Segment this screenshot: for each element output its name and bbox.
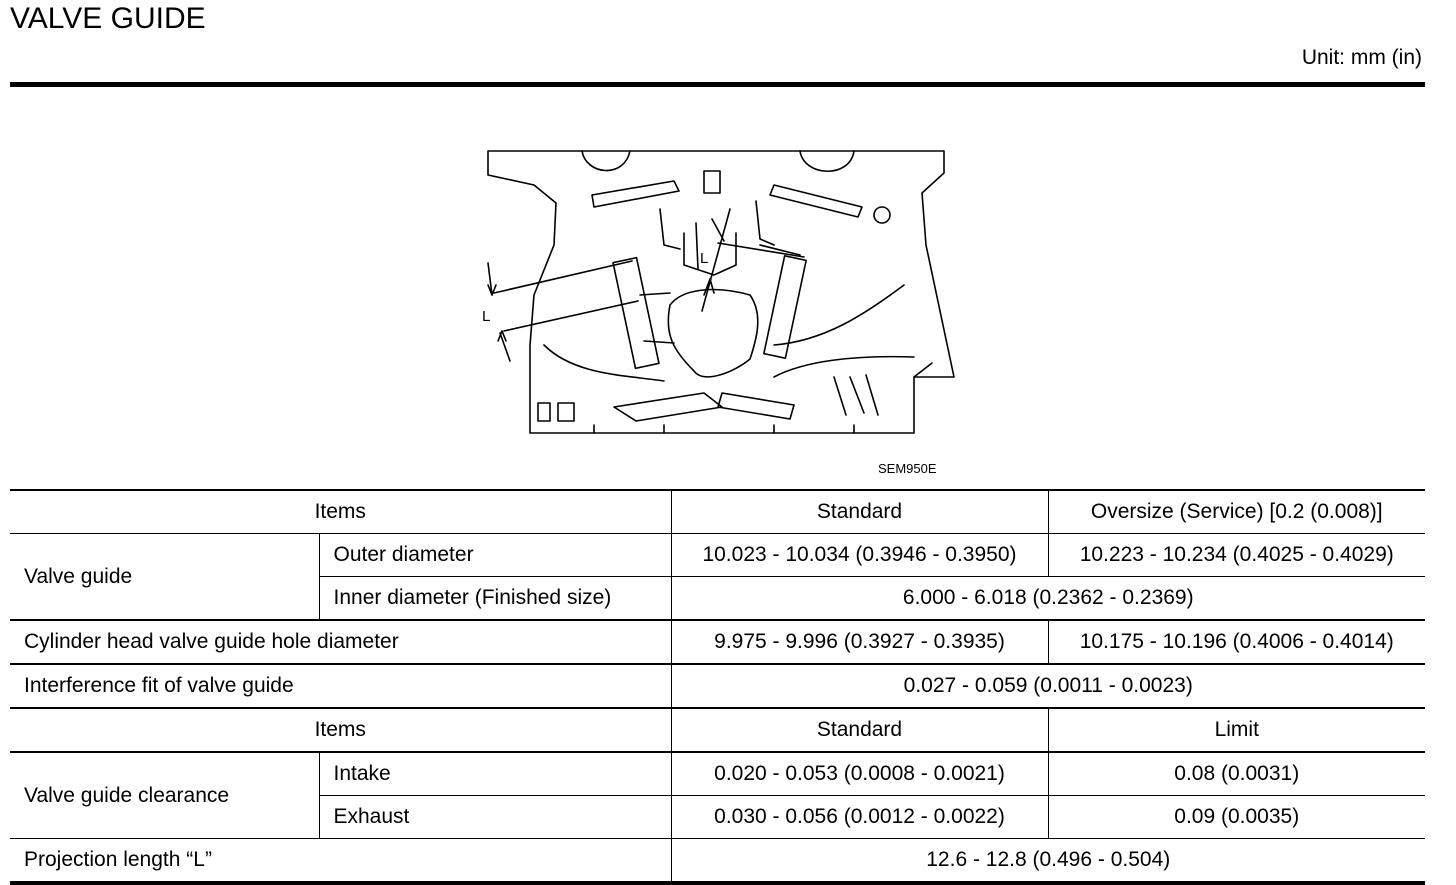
table-header-row (10, 490, 1425, 534)
measure-label-left: L (482, 308, 491, 325)
table-row (10, 664, 1425, 708)
top-port-left (582, 151, 630, 171)
inner-diameter-value: 6.000 - 6.018 (0.2362 - 0.2369) (671, 577, 1425, 621)
header-standard: Standard (671, 708, 1048, 752)
row-label-inner-diameter: Inner diameter (Finished size) (319, 577, 671, 621)
table-row (10, 839, 1425, 884)
row-label-exhaust: Exhaust (319, 796, 671, 839)
projection-length-value: 12.6 - 12.8 (0.496 - 0.504) (671, 839, 1425, 884)
port-passage-right (774, 285, 904, 345)
table-row (10, 752, 1425, 796)
top-port-right (800, 151, 854, 171)
header-items: Items (10, 490, 671, 534)
cylinder-head-outline (488, 151, 954, 433)
exhaust-clearance-limit: 0.09 (0.0035) (1048, 796, 1425, 839)
valve-guide-left (494, 261, 638, 331)
unit-label: Unit: mm (in) (1301, 46, 1422, 69)
exhaust-clearance-standard: 0.030 - 0.056 (0.0012 - 0.0022) (671, 796, 1048, 839)
header-standard: Standard (671, 490, 1048, 534)
valve-seat-right (764, 256, 806, 358)
interference-fit-value: 0.027 - 0.059 (0.0011 - 0.0023) (671, 664, 1425, 708)
table-row (10, 620, 1425, 664)
row-label-hole-diameter: Cylinder head valve guide hole diameter (10, 620, 671, 664)
header-divider (10, 82, 1425, 87)
hole-diameter-oversize: 10.175 - 10.196 (0.4006 - 0.4014) (1048, 620, 1425, 664)
measure-label-right: L (700, 250, 709, 267)
intake-clearance-standard: 0.020 - 0.053 (0.0008 - 0.0021) (671, 752, 1048, 796)
table-row (10, 534, 1425, 577)
hole-diameter-standard: 9.975 - 9.996 (0.3927 - 0.3935) (671, 620, 1048, 664)
combustion-chamber (668, 290, 758, 377)
page-title: VALVE GUIDE (10, 2, 206, 35)
port-passage-left (544, 345, 664, 381)
row-label-valve-guide-clearance: Valve guide clearance (10, 752, 319, 839)
figure-caption: SEM950E (878, 461, 937, 476)
header-items: Items (10, 708, 671, 752)
outer-diameter-standard: 10.023 - 10.034 (0.3946 - 0.3950) (671, 534, 1048, 577)
header-oversize: Oversize (Service) [0.2 (0.008)] (1048, 490, 1425, 534)
outer-diameter-oversize: 10.223 - 10.234 (0.4025 - 0.4029) (1048, 534, 1425, 577)
row-label-valve-guide: Valve guide (10, 534, 319, 621)
row-label-interference-fit: Interference fit of valve guide (10, 664, 671, 708)
valve-seat-left (613, 258, 659, 369)
bolt-hole (874, 207, 890, 223)
header-limit: Limit (1048, 708, 1425, 752)
intake-clearance-limit: 0.08 (0.0031) (1048, 752, 1425, 796)
table-header-row (10, 708, 1425, 752)
cylinder-head-cross-section-diagram (474, 145, 964, 441)
row-label-outer-diameter: Outer diameter (319, 534, 671, 577)
row-label-projection-length: Projection length “L” (10, 839, 671, 884)
valve-guide-spec-table (10, 489, 1425, 885)
row-label-intake: Intake (319, 752, 671, 796)
measure-l-left (488, 263, 510, 361)
